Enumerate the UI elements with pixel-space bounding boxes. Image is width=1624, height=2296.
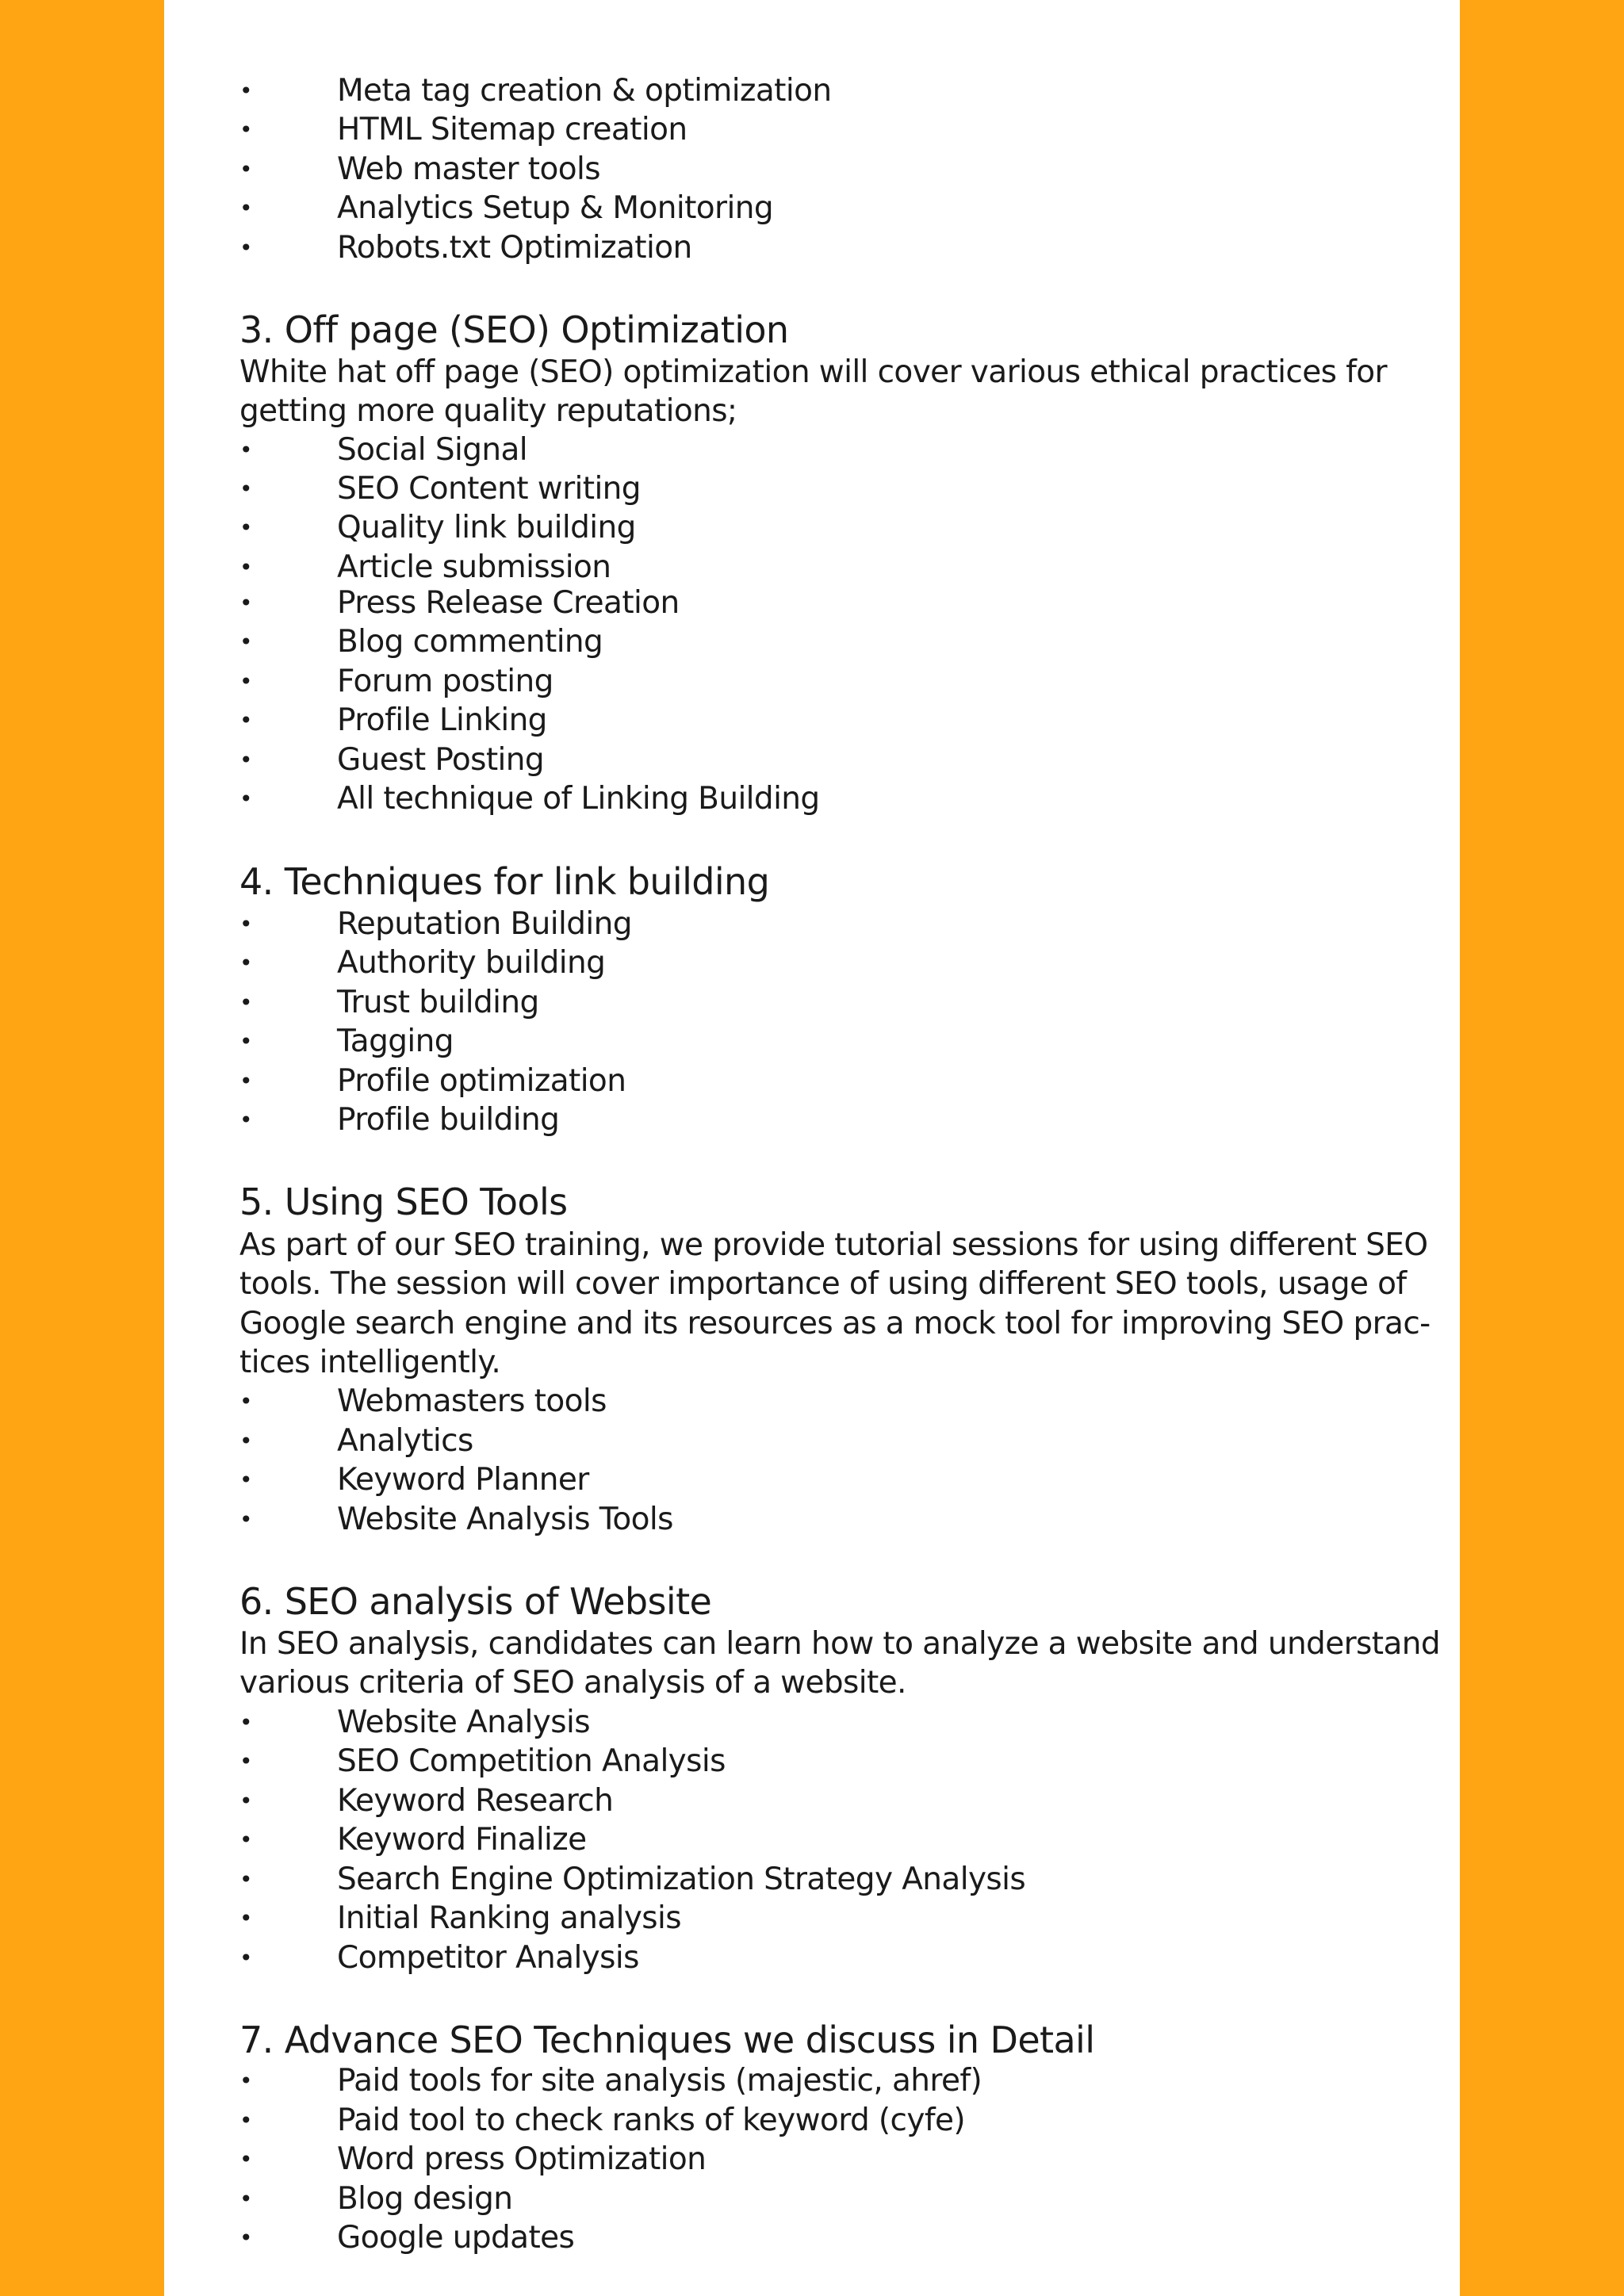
bullet: • [239, 78, 253, 104]
bullet: • [239, 1068, 253, 1094]
bullet: • [239, 668, 253, 695]
bullet: • [239, 2225, 253, 2251]
list-item-text: Authority building [337, 945, 606, 981]
list-item-text: Profile Linking [337, 702, 547, 738]
bullet: • [239, 1107, 253, 1133]
list-item-text: Press Release Creation [337, 585, 680, 621]
bullet: • [239, 1428, 253, 1454]
list-item-text: Search Engine Optimization Strategy Analysis [337, 1862, 1026, 1897]
section-heading: 3. Off page (SEO) Optimization [239, 308, 789, 351]
bullet: • [239, 1827, 253, 1853]
list-item-text: Keyword Research [337, 1783, 614, 1819]
bullet: • [239, 476, 253, 502]
list-item-text: Initial Ranking analysis [337, 1900, 681, 1936]
list-item-text: Paid tools for site analysis (majestic, ahref) [337, 2063, 982, 2099]
list-item-text: Analytics [337, 1423, 473, 1459]
bullet: • [239, 1788, 253, 1814]
list-item-text: Guest Posting [337, 742, 545, 778]
list-item-text: Quality link building [337, 510, 636, 545]
bullet: • [239, 195, 253, 221]
bullet: • [239, 2186, 253, 2212]
list-item-text: Paid tool to check ranks of keyword (cyfe) [337, 2103, 965, 2138]
bullet: • [239, 1506, 253, 1533]
paragraph-line: getting more quality reputations; [239, 393, 737, 429]
bullet: • [239, 1388, 253, 1414]
bullet: • [239, 2107, 253, 2133]
paragraph-line: tices intelligently. [239, 1345, 501, 1380]
bullet: • [239, 2068, 253, 2094]
paragraph-line: White hat off page (SEO) optimization will cover various ethical practices for [239, 354, 1387, 390]
bullet: • [239, 950, 253, 976]
bullet: • [239, 1945, 253, 1971]
list-item-text: Analytics Setup & Monitoring [337, 190, 773, 226]
list-item-text: Article submission [337, 549, 611, 585]
list-item-text: Web master tools [337, 151, 600, 187]
list-item-text: Tagging [337, 1024, 454, 1059]
paragraph-line: In SEO analysis, candidates can learn how to analyze a website and understand [239, 1626, 1441, 1662]
list-item-text: Meta tag creation & optimization [337, 73, 832, 109]
bullet: • [239, 1467, 253, 1493]
list-item-text: Social Signal [337, 432, 528, 468]
list-item-text: Blog commenting [337, 624, 603, 660]
bullet: • [239, 515, 253, 541]
list-item-text: Trust building [337, 985, 539, 1020]
bullet: • [239, 156, 253, 182]
bullet: • [239, 554, 253, 580]
list-item-text: Profile building [337, 1102, 560, 1138]
bullet: • [239, 1905, 253, 1931]
list-item-text: Robots.txt Optimization [337, 230, 692, 266]
bullet: • [239, 1709, 253, 1735]
list-item-text: Website Analysis [337, 1705, 590, 1740]
bullet: • [239, 117, 253, 143]
bullet: • [239, 911, 253, 937]
section-heading: 7. Advance SEO Techniques we discuss in Detail [239, 2019, 1095, 2061]
list-item-text: Word press Optimization [337, 2141, 707, 2177]
list-item-text: Blog design [337, 2181, 513, 2217]
list-item-text: Google updates [337, 2220, 575, 2256]
bullet: • [239, 235, 253, 261]
section-heading: 6. SEO analysis of Website [239, 1580, 712, 1623]
section-heading: 4. Techniques for link building [239, 860, 770, 903]
bullet: • [239, 1028, 253, 1054]
bullet: • [239, 1866, 253, 1892]
list-item-text: Keyword Planner [337, 1462, 589, 1498]
bullet: • [239, 437, 253, 463]
list-item-text: All technique of Linking Building [337, 781, 820, 817]
bullet: • [239, 2146, 253, 2172]
list-item-text: Reputation Building [337, 906, 632, 942]
bullet: • [239, 747, 253, 773]
list-item-text: Profile optimization [337, 1063, 626, 1099]
bullet: • [239, 707, 253, 733]
list-item-text: Webmasters tools [337, 1383, 607, 1419]
list-item-text: Keyword Finalize [337, 1822, 587, 1858]
section-heading: 5. Using SEO Tools [239, 1181, 568, 1223]
bullet: • [239, 786, 253, 812]
list-item-text: Website Analysis Tools [337, 1502, 673, 1537]
list-item-text: HTML Sitemap creation [337, 112, 688, 147]
paragraph-line: Google search engine and its resources as a mock tool for improving SEO prac- [239, 1306, 1431, 1341]
list-item-text: SEO Content writing [337, 471, 641, 507]
list-item-text: Competitor Analysis [337, 1940, 639, 1976]
bullet: • [239, 989, 253, 1016]
list-item-text: Forum posting [337, 664, 553, 699]
bullet: • [239, 590, 253, 616]
paragraph-line: tools. The session will cover importance of using different SEO tools, usage of [239, 1266, 1407, 1302]
paragraph-line: various criteria of SEO analysis of a website. [239, 1665, 906, 1701]
paragraph-line: As part of our SEO training, we provide tutorial sessions for using different SEO [239, 1227, 1428, 1263]
bullet: • [239, 629, 253, 655]
list-item-text: SEO Competition Analysis [337, 1743, 726, 1779]
bullet: • [239, 1748, 253, 1774]
